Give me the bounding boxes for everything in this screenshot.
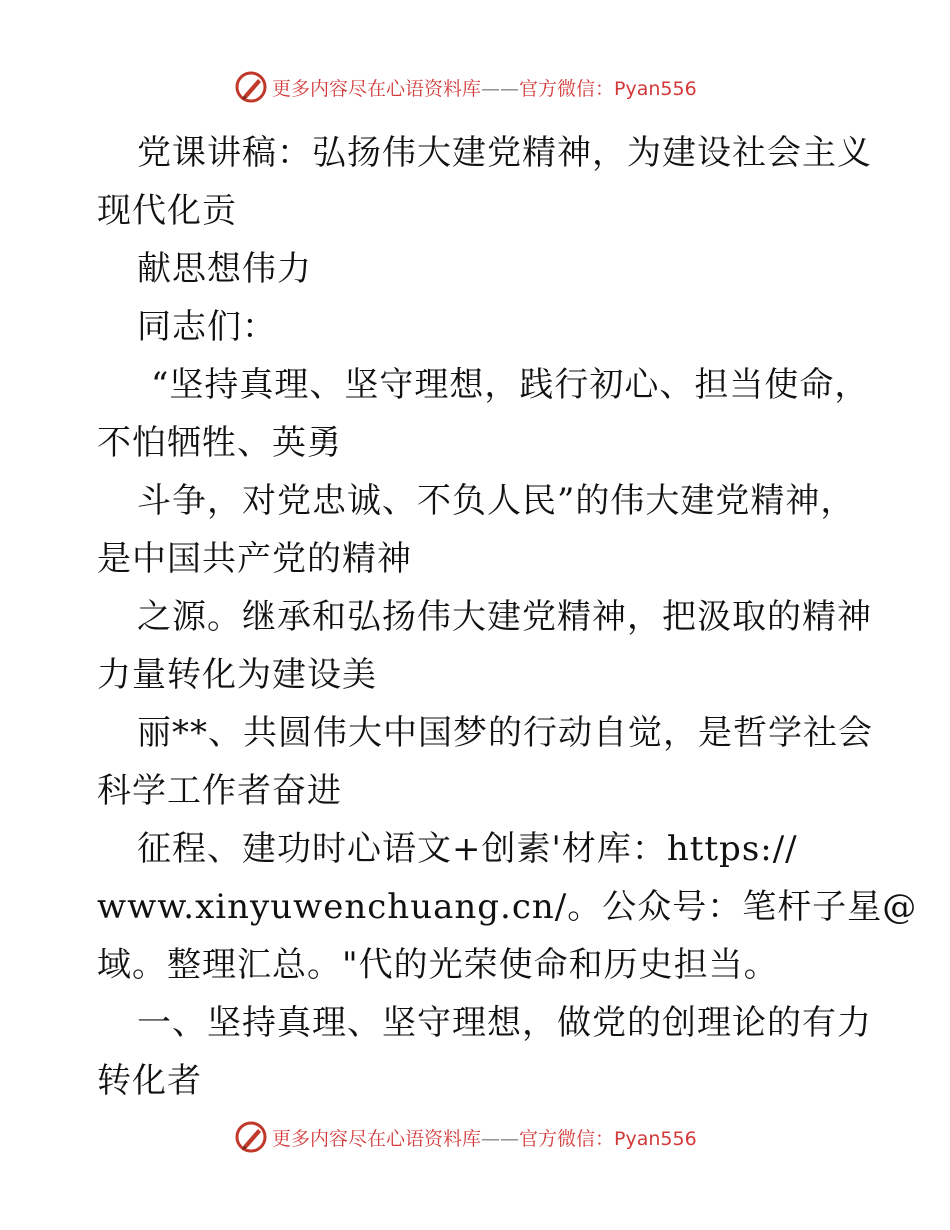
paragraph-line: 科学工作者奋进 [97,771,342,811]
salutation: 同志们： [137,307,277,347]
section-heading: 一、坚持真理、坚守理想，做党的创理论的有力 [137,1003,872,1043]
title-line-3: 献思想伟力 [137,249,312,289]
title-line-1: 党课讲稿：弘扬伟大建党精神，为建设社会主义 [137,133,872,173]
paragraph-line: 之源。继承和弘扬伟大建党精神，把汲取的精神 [137,597,872,637]
watermark-text: 更多内容尽在心语资料库——官方微信：Pyan556 [272,1127,697,1150]
title-line-2: 现代化贡 [97,191,237,231]
footer-watermark [0,1120,950,1160]
paragraph-line: 域。整理汇总。"代的光荣使命和历史担当。 [97,945,779,985]
paragraph-line: www.xinyuwenchuang.cn/。公众号：笔杆子星@ [97,887,918,927]
paragraph-line: 斗争，对党忠诚、不负人民”的伟大建党精神， [137,481,856,521]
paragraph-line: “坚持真理、坚守理想，践行初心、担当使命， [151,365,870,405]
pen-logo-icon [234,1120,268,1154]
paragraph-line: 是中国共产党的精神 [97,539,412,579]
paragraph-line: 不怕牺牲、英勇 [97,423,342,463]
document-body [97,124,918,1110]
watermark-text: 更多内容尽在心语资料库——官方微信：Pyan556 [272,77,697,100]
section-heading-cont: 转化者 [97,1061,202,1101]
paragraph-line: 丽**、共圆伟大中国梦的行动自觉，是哲学社会 [137,713,873,753]
paragraph-line: 征程、建功时心语文+创素'材库：https:// [137,829,798,869]
paragraph-line: 力量转化为建设美 [97,655,377,695]
header-watermark [0,70,950,110]
pen-logo-icon [234,70,268,104]
